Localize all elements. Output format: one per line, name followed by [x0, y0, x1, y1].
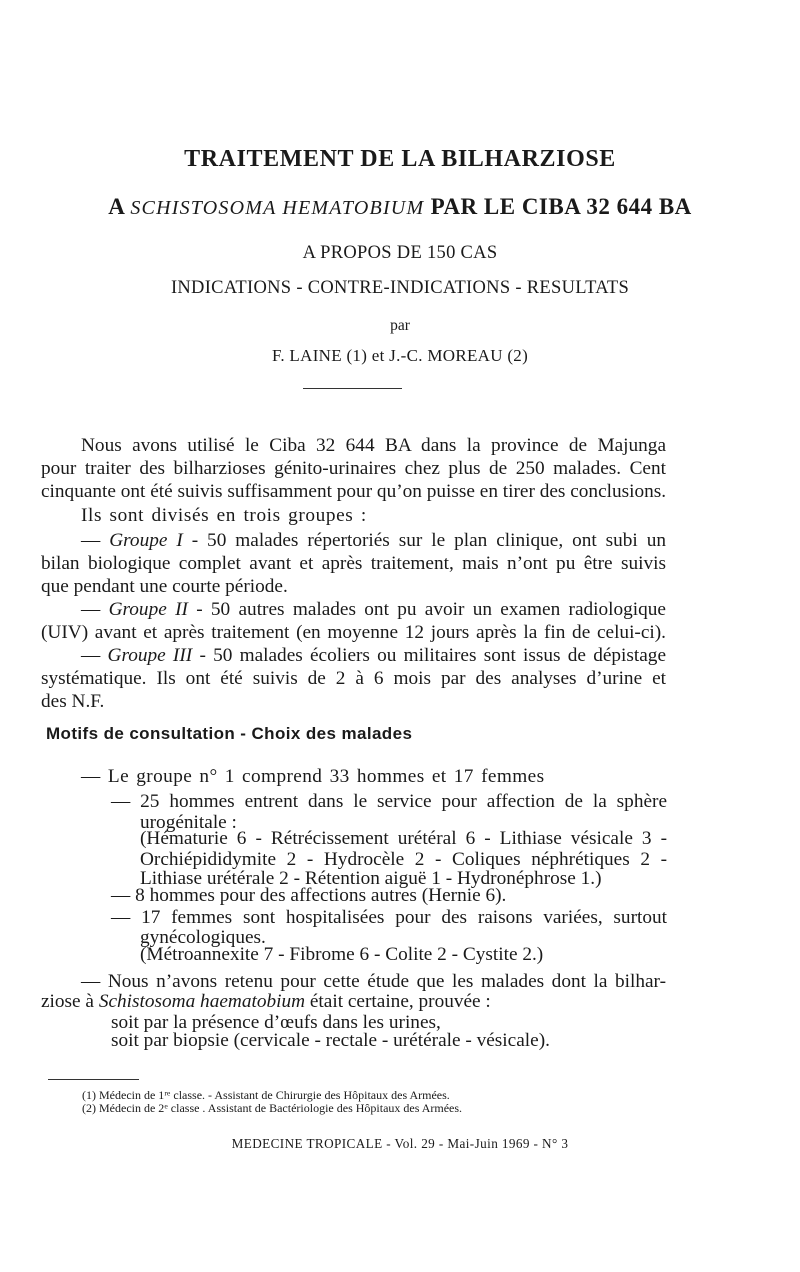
group-3-dash: —: [81, 645, 101, 666]
intro-p1-line-3: cinquante ont été suivis suffisamment pour qu’on puisse en tirer des conclusions.: [41, 481, 667, 502]
group-2-name: Groupe II: [108, 599, 188, 620]
intro-p1-line-1: Nous avons utilisé le Ciba 32 644 BA dans la province de Majunga: [81, 435, 666, 456]
section-species: Schistosoma haematobium: [98, 991, 306, 1012]
group-2-dash: —: [81, 599, 101, 620]
section-line-5: Orchiépididymite 2 - Hydrocèle 2 - Coliques néphrétiques 2 -: [140, 849, 667, 870]
title-suffix: PAR LE CIBA 32 644 BA: [430, 194, 692, 219]
group-2-text: - 50 autres malades ont pu avoir un examen radiologique: [196, 599, 666, 620]
group-1-text: - 50 malades répertoriés sur le plan clinique, ont subi un: [191, 530, 666, 551]
section-line-1: — Le groupe n° 1 comprend 33 hommes et 17 femmes: [81, 766, 545, 787]
footnote-2-start: (2) Médecin de 2: [82, 1101, 165, 1115]
section-line-10: (Métroannexite 7 - Fibrome 6 - Colite 2 - Cystite 2.): [140, 944, 544, 965]
group-1-line-1: [81, 529, 666, 552]
group-3-text: - 50 malades écoliers ou militaires sont issus de dépistage: [199, 645, 667, 666]
section-line-3: urogénitale :: [140, 812, 237, 833]
subtitle-line-2: INDICATIONS - CONTRE-INDICATIONS - RESULTATS: [170, 278, 630, 298]
intro-p1-line-2: pour traiter des bilharzioses génito-urinaires chez plus de 250 malades. Cent: [41, 458, 666, 479]
footnote-2-end: classe . Assistant de Bactériologie des Hôpitaux des Armées.: [167, 1101, 463, 1115]
title-species: SCHISTOSOMA HEMATOBIUM: [130, 197, 425, 219]
section-line-11: — Nous n’avons retenu pour cette étude que les malades dont la bilhar-: [81, 971, 666, 992]
article-title-line-1: TRAITEMENT DE LA BILHARZIOSE: [184, 146, 616, 172]
group-2-line-1: [81, 598, 666, 621]
footnote-1-end: classe. - Assistant de Chirurgie des Hôpitaux des Armées.: [170, 1088, 450, 1102]
section-line-7: — 8 hommes pour des affections autres (Hernie 6).: [111, 885, 507, 906]
group-3-name: Groupe III: [107, 645, 193, 666]
group-1-dash: —: [81, 530, 101, 551]
section-line-4: (Hématurie 6 - Rétrécissement urétéral 6 - Lithiase vésicale 3 -: [140, 828, 667, 849]
subtitle-line-1: A PROPOS DE 150 CAS: [302, 243, 498, 263]
section-line-2: — 25 hommes entrent dans le service pour affection de la sphère: [111, 791, 667, 812]
article-title-line-2: [0, 194, 800, 220]
section-line-14: soit par biopsie (cervicale - rectale - urétérale - vésicale).: [111, 1030, 550, 1051]
group-1-name: Groupe I: [109, 530, 183, 551]
title-prefix: A: [108, 194, 125, 219]
footnote-divider: [48, 1079, 139, 1080]
section-line-8: — 17 femmes sont hospitalisées pour des raisons variées, surtout: [111, 907, 667, 928]
group-1-line-2: bilan biologique complet avant et après traitement, mais n’ont pu être suivis: [41, 553, 666, 574]
group-3-line-1: [81, 644, 666, 667]
section-line-6: Lithiase urétérale 2 - Rétention aiguë 1 - Hydronéphrose 1.): [140, 868, 602, 889]
footnote-1-start: (1) Médecin de 1: [82, 1088, 165, 1102]
group-2-line-2: (UIV) avant et après traitement (en moyenne 12 jours après la fin de celui-ci).: [41, 622, 666, 643]
footnote-2: [82, 1101, 462, 1116]
byline-par: par: [390, 317, 410, 334]
journal-footer: MEDECINE TROPICALE - Vol. 29 - Mai-Juin 1969 - N° 3: [231, 1136, 569, 1151]
section-line-12-end: était certaine, prouvée :: [309, 991, 491, 1012]
section-line-9: gynécologiques.: [140, 927, 266, 948]
section-heading: Motifs de consultation - Choix des malades: [46, 724, 413, 743]
title-divider: [303, 388, 402, 389]
section-line-12-start: ziose à: [41, 991, 94, 1012]
byline-authors: F. LAINE (1) et J.-C. MOREAU (2): [271, 346, 529, 365]
intro-p2: Ils sont divisés en trois groupes :: [81, 505, 367, 526]
group-1-line-3: que pendant une courte période.: [41, 576, 288, 597]
group-3-line-3: des N.F.: [41, 691, 105, 712]
section-line-12: [41, 990, 491, 1013]
section-line-13: soit par la présence d’œufs dans les urines,: [111, 1012, 441, 1033]
footnote-1-sup: re: [164, 1088, 171, 1098]
group-3-line-2: systématique. Ils ont été suivis de 2 à 6 mois par des analyses d’urine et: [41, 668, 666, 689]
footnote-2-sup: e: [164, 1101, 168, 1111]
